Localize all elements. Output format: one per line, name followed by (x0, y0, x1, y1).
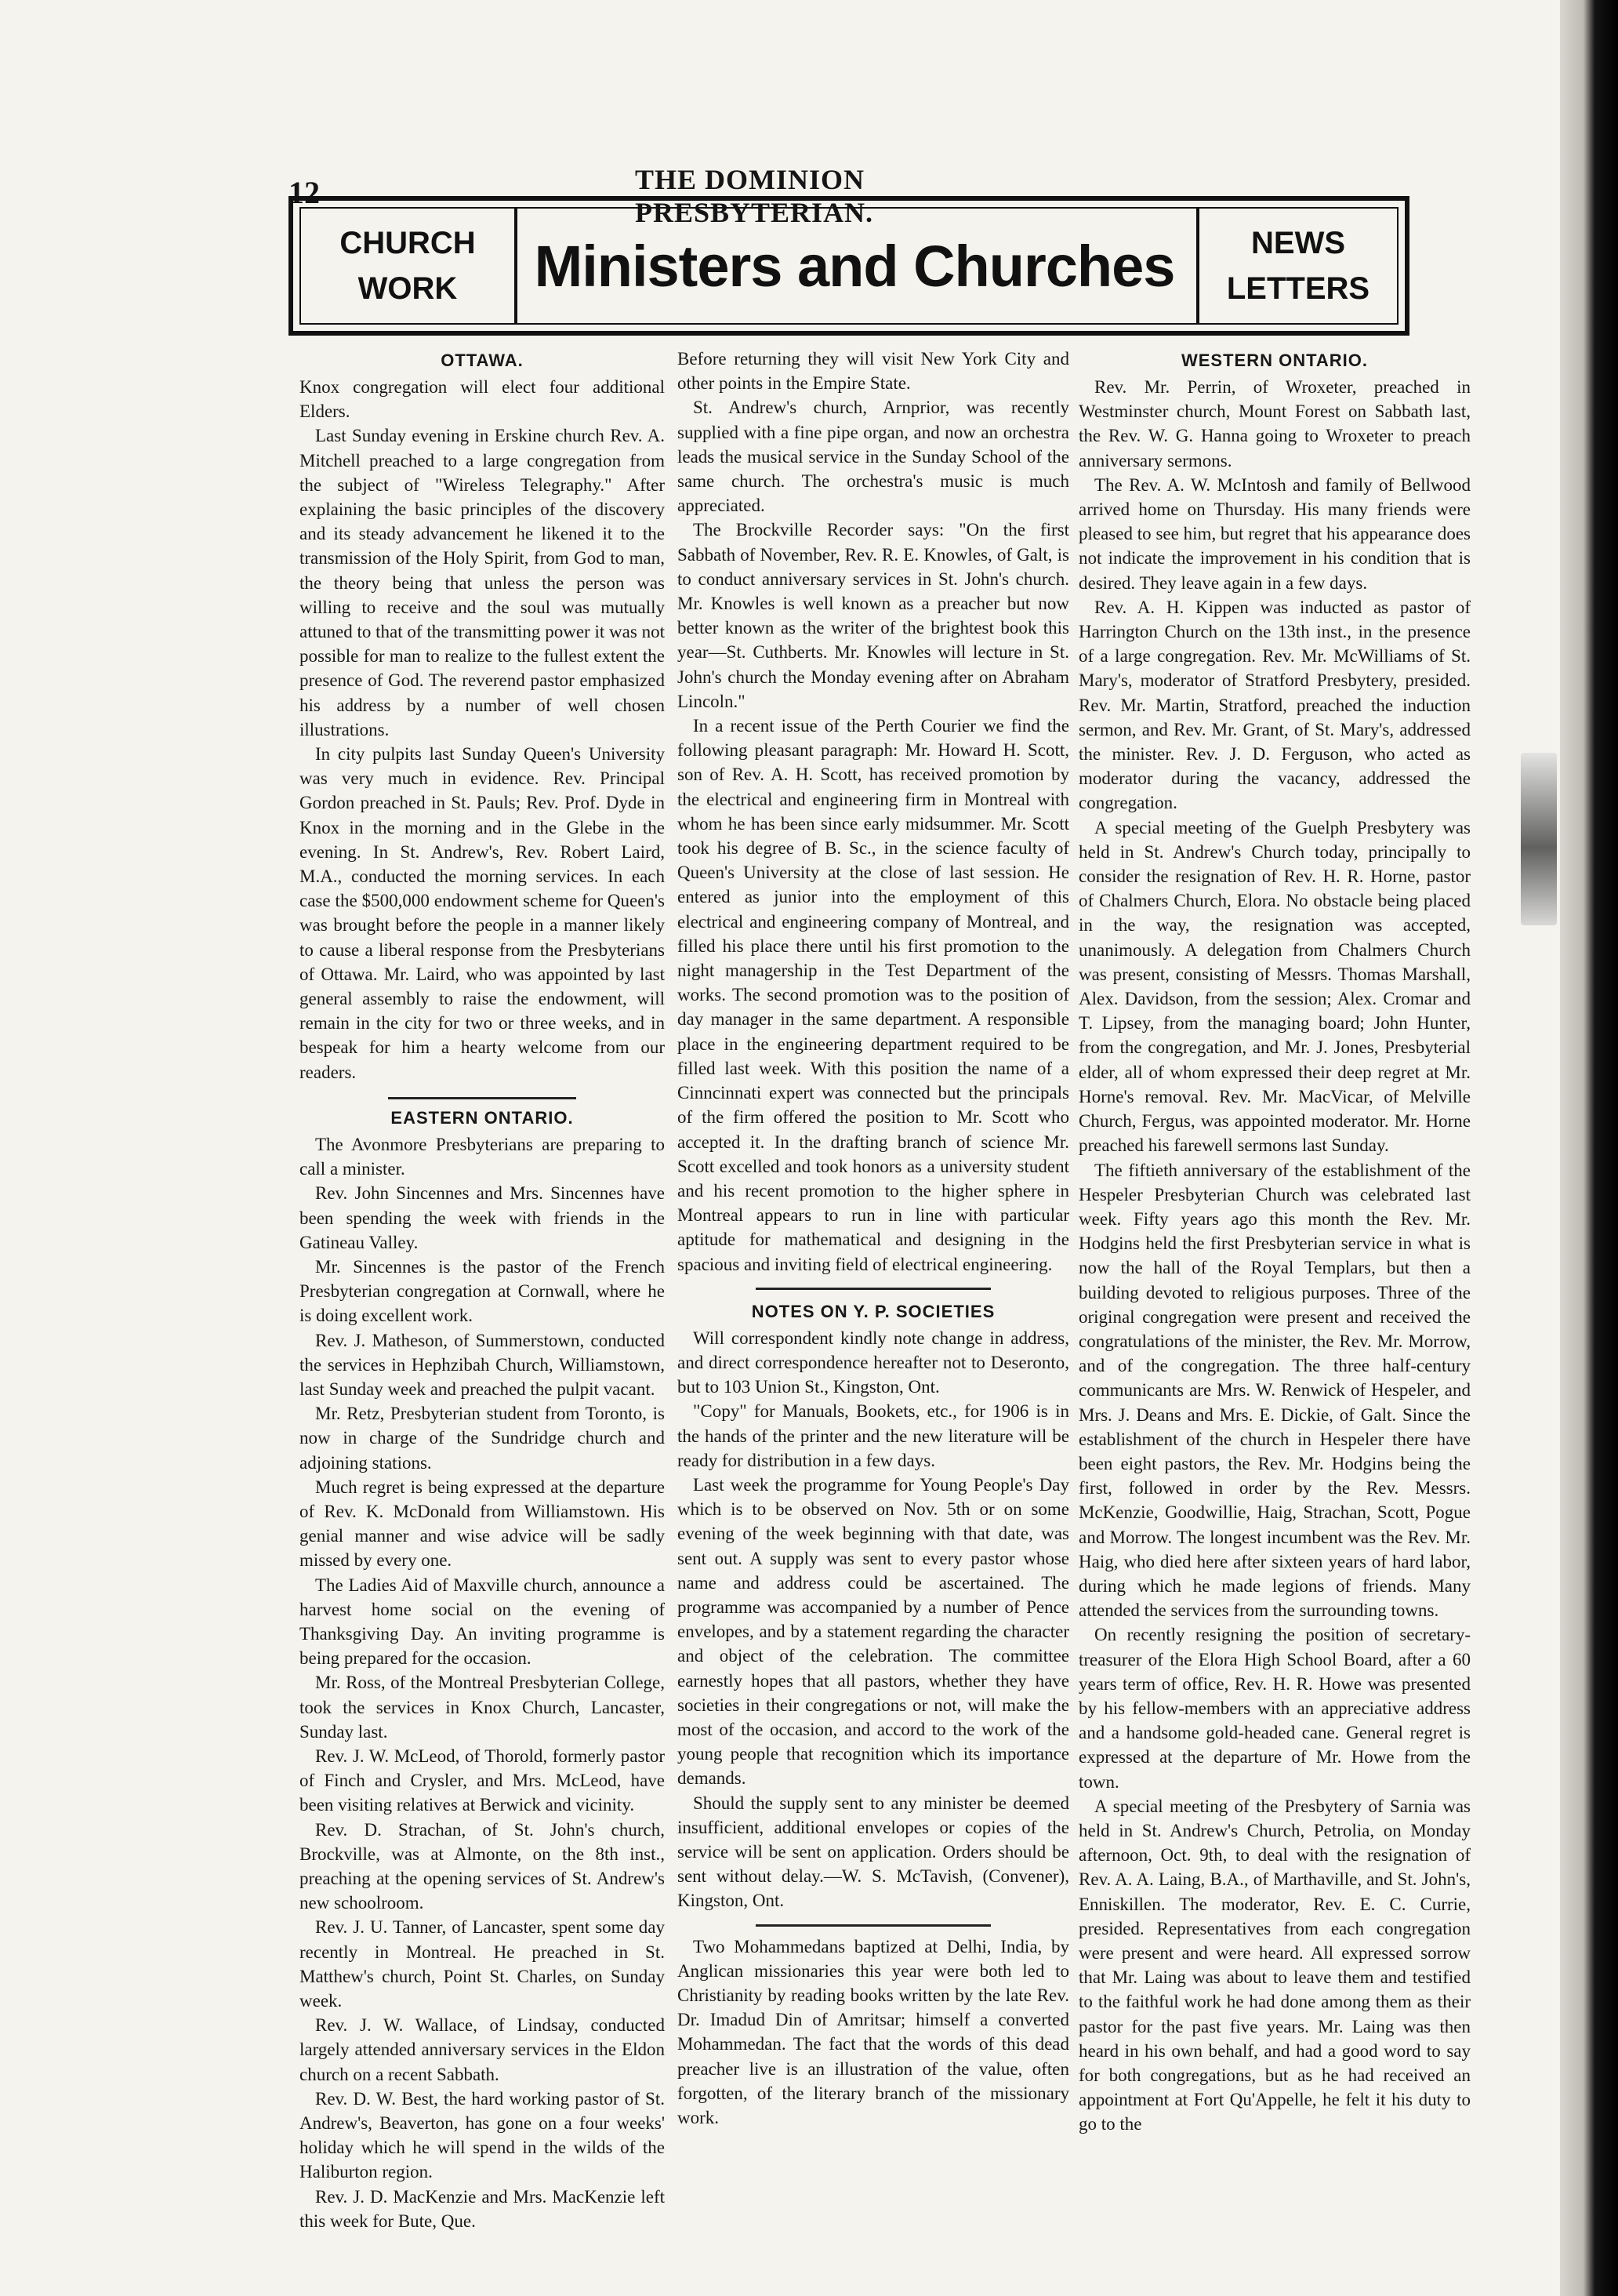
paragraph: Last Sunday evening in Erskine church Rev. A. Mitchell preached to a large congregation from the subject of "Wireless Telegraphy." After explaining the basic principles of the discovery and its steady advancement he likened it to the transmission of the Holy Spirit, from God to man, the theory being that unless the person was willing to receive and the soul was mutually attuned to that of the transmitting power it was not possible for man to realize to the fullest extent the presence of God. The reverend pastor emphasized his address by a number of well chosen illustrations. (299, 426, 665, 739)
paragraph: In city pulpits last Sunday Queen's University was very much in evidence. Rev. Principal Gordon preached in St. Pauls; Rev. Prof. Dyde in Knox in the morning and in the Glebe in the evening. In St. Andrew's, Rev. Robert Laird, M.A., conducted the morning services. In each case the $500,000 endowment scheme for Queen's was brought before the people in a manner likely to cause a liberal response from the Presbyterians of Ottawa. Mr. Laird, who was appointed by last general assembly to raise the endowment, will remain in the city for two or three weeks, and in bespeak for him a hearty welcome from our readers. (299, 744, 665, 1082)
paragraph: St. Andrew's church, Arnprior, was recently supplied with a fine pipe organ, and now an orchestra leads the musical service in the Sunday School of the same church. The orchestra's music is much appreciated. (677, 398, 1069, 516)
paragraph: Mr. Retz, Presbyterian student from Toronto, is now in charge of the Sundridge church and adjoining stations. (299, 1404, 665, 1473)
paragraph: "Copy" for Manuals, Bookets, etc., for 1906 is in the hands of the printer and the new literature will be ready for distribution in a few days. (677, 1401, 1069, 1470)
paragraph: In a recent issue of the Perth Courier we find the following pleasant paragraph: Mr. Howard H. Scott, son of Rev. A. H. Scott, has received promotion by the electrical and engineering firm in Montreal with whom he has been since early midsummer. Mr. Scott took his degree of B. Sc., in the science faculty of Queen's University at the close of last session. He entered as junior into the employment of this electrical and engineering company of Montreal, and filled his place there until his first promotion to the night managership in the Test Department of the works. The second promotion was to the position of day manager in the same department. A responsible place in the engineering department required to be filled last week. With this position the name of a Cinncinnati expert was connected but the principals of the firm offered the position to Mr. Scott who accepted it. In the drafting branch of science Mr. Scott excelled and took honors as a university student and his recent promotion to the higher sphere in Montreal appears to run in line with particular aptitude for mathematical and designing in the spacious and inviting field of electrical engineering. (677, 716, 1069, 1274)
paragraph: Rev. J. U. Tanner, of Lancaster, spent some day recently in Montreal. He preached in St. Matthew's church, Point St. Charles, on Sunday week. (299, 1917, 665, 2011)
paragraph: Will correspondent kindly note change in address, and direct correspondence hereafter not to Deseronto, but to 103 Union St., Kingston, Ont. (677, 1328, 1069, 1397)
paragraph: Before returning they will visit New York City and other points in the Empire State. (677, 349, 1069, 394)
paragraph: Knox congregation will elect four additional Elders. (299, 377, 665, 422)
page-edge-tear (1521, 753, 1557, 925)
paragraph: The Rev. A. W. McIntosh and family of Bellwood arrived home on Thursday. His many friends were pleased to see him, but regret that his appearance does not indicate the improvement in his condition that is desired. They leave again in a few days. (1079, 474, 1471, 593)
paragraph: Rev. J. D. MacKenzie and Mrs. MacKenzie left this week for Bute, Que. (299, 2186, 665, 2231)
paragraph: Rev. J. W. Wallace, of Lindsay, conducted largely attended anniversary services in the Eldon church on a recent Sabbath. (299, 2015, 665, 2084)
running-title: THE DOMINION PRESBYTERIAN. (635, 164, 874, 228)
paragraph: Rev. D. Strachan, of St. John's church, Brockville, was at Almonte, on the 8th inst., preaching at the opening services of St. Andrew's new schoolroom. (299, 1819, 665, 1913)
section-heading-ottawa: OTTAWA. (441, 351, 524, 370)
banner-right-line1: NEWS (1251, 226, 1345, 260)
paragraph: Rev. A. H. Kippen was inducted as pastor of Harrington Church on the 13th inst., in the presence of a large congregation. Rev. Mr. McWilliams of St. Mary's, moderator of Stratford Presbytery, presided. Rev. Mr. Martin, Stratford, preached the induction sermon, and Rev. Mr. Grant, of St. Mary's, addressed the minister. Rev. J. D. Ferguson, who acted as moderator during the vacancy, addressed the congregation. (1079, 597, 1471, 813)
column-1 (299, 347, 665, 2233)
section-banner (288, 196, 1409, 336)
paragraph: A special meeting of the Presbytery of Sarnia was held in St. Andrew's Church, Petrolia, on Monday afternoon, Oct. 9th, to deal with the resignation of Rev. A. A. Laing, B.A., of Marthaville, and St. John's, Enniskillen. The moderator, Rev. E. C. Currie, presided. Representatives from each congregation were present and were heard. All expressed sorrow that Mr. Laing was about to leave them and testified to the faithful work he had done among them as their pastor for the past five years. Mr. Laing was then heard in his own behalf, and had a good word to say for both congregations, but as he had received an appointment at Fort Qu'Appelle, he felt it his duty to go to the (1079, 1796, 1471, 2134)
section-divider (756, 1288, 991, 1290)
binding-edge (1560, 0, 1618, 2296)
paragraph: The Ladies Aid of Maxville church, announce a harvest home social on the evening of Thanksgiving Day. An inviting programme is being prepared for the occasion. (299, 1575, 665, 1669)
paragraph: Rev. J. Matheson, of Summerstown, conducted the services in Hephzibah Church, Williamstown, last Sunday week and preached the pulpit vacant. (299, 1330, 665, 1399)
paragraph: Should the supply sent to any minister be deemed insufficient, additional envelopes or copies of the service will be sent on application. Orders should be sent without delay.—W. S. McTavish, (Convener), Kingston, Ont. (677, 1793, 1069, 1911)
banner-left-label (301, 209, 517, 323)
section-divider (756, 1924, 991, 1927)
section-divider (388, 1097, 576, 1099)
banner-title: Ministers and Churches (534, 233, 1175, 299)
paragraph: Mr. Sincennes is the pastor of the French Presbyterian congregation at Cornwall, where he is doing excellent work. (299, 1256, 665, 1326)
banner-right-label (1196, 209, 1397, 323)
paragraph: On recently resigning the position of secretary-treasurer of the Elora High School Board, after a 60 years term of office, Rev. H. R. Howe was presented by his fellow-members with an appreciative address and a handsome gold-headed cane. General regret is expressed at the departure of Mr. Howe from the town. (1079, 1625, 1471, 1792)
paragraph: Rev. Mr. Perrin, of Wroxeter, preached in Westminster church, Mount Forest on Sabbath last, the Rev. W. G. Hanna going to Wroxeter to preach anniversary sermons. (1079, 377, 1471, 470)
banner-left-line2: WORK (357, 271, 458, 306)
banner-inner-frame (299, 207, 1399, 325)
section-heading-yp-societies: NOTES ON Y. P. SOCIETIES (751, 1301, 996, 1321)
paragraph: Rev. John Sincennes and Mrs. Sincennes have been spending the week with friends in the Gatineau Valley. (299, 1183, 665, 1252)
column-2 (677, 347, 1069, 2130)
paragraph: The Brockville Recorder says: "On the first Sabbath of November, Rev. R. E. Knowles, of Galt, is to conduct anniversary services in St. John's church. Mr. Knowles is well known as a preacher but now better known as the writer of the brightest book this year—St. Cuthberts. Mr. Knowles will lecture in St. John's church the Monday evening after on Abraham Lincoln." (677, 520, 1069, 711)
column-3 (1079, 347, 1471, 2137)
page-number: 12 (288, 175, 320, 210)
banner-left-line1: CHURCH (339, 226, 476, 260)
paragraph: Much regret is being expressed at the departure of Rev. K. McDonald from Williamstown. His genial manner and wise advice will be sadly missed by every one. (299, 1477, 665, 1571)
section-heading-western-ontario: WESTERN ONTARIO. (1181, 351, 1369, 370)
paragraph: Two Mohammedans baptized at Delhi, India, by Anglican missionaries this year were both led to Christianity by reading books written by the late Rev. Dr. Imadud Din of Amritsar; himself a converted Mohammedan. The fact that the words of this dead preacher live is an illustration of the value, often forgotten, of the literary branch of the missionary work. (677, 1936, 1069, 2128)
paragraph: Rev. D. W. Best, the hard working pastor of St. Andrew's, Beaverton, has gone on a four weeks' holiday which he will spend in the wilds of the Haliburton region. (299, 2088, 665, 2182)
paragraph: The Avonmore Presbyterians are preparing to call a minister. (299, 1134, 665, 1179)
paragraph: A special meeting of the Guelph Presbytery was held in St. Andrew's Church today, principally to consider the resignation of Rev. H. R. Horne, pastor of Chalmers Church, Elora. No obstacle being placed in the way, the resignation was accepted, unanimously. A delegation from Chalmers Church was present, consisting of Messrs. Thomas Marshall, Alex. Davidson, from the session; Alex. Cromar and T. Lipsey, from the managing board; John Hunter, from the congregation, and Mr. J. Jones, Presbyterial elder, all of whom expressed their deep regret at Mr. Horne's removal. Rev. Mr. MacVicar, of Melville Church, Fergus, was appointed moderator. Mr. Horne preached his farewell sermons last Sunday. (1079, 817, 1471, 1156)
paragraph: Last week the programme for Young People's Day which is to be observed on Nov. 5th or on some evening of the week beginning with that date, was sent out. A supply was sent to every pastor whose name and address could be ascertained. The programme was accompanied by a number of Pence envelopes, and by a statement regarding the character and object of the celebration. The committee earnestly hopes that all pastors, whether they have societies in their congregations or not, will make the most of the occasion, and accord to the work of the young people that recognition which its importance demands. (677, 1474, 1069, 1789)
paragraph: Rev. J. W. McLeod, of Thorold, formerly pastor of Finch and Crysler, and Mrs. McLeod, have been visiting relatives at Berwick and vicinity. (299, 1746, 665, 1815)
paragraph: Mr. Ross, of the Montreal Presbyterian College, took the services in Knox Church, Lancaster, Sunday last. (299, 1673, 665, 1742)
section-heading-eastern-ontario: EASTERN ONTARIO. (390, 1107, 574, 1128)
paragraph: The fiftieth anniversary of the establishment of the Hespeler Presbyterian Church was celebrated last week. Fifty years ago this month the Rev. Mr. Hodgins held the first Presbyterian service in what is now the hall of the Royal Templars, but then a building devoted to religious purposes. Three of the original congregation were present and received the congratulations of the minister, the Rev. Mr. Morrow, and of the congregation. The three half-century communicants are Mrs. W. Renwick of Hespeler, and Mrs. J. Deans and Mrs. E. Dickie, of Galt. Since the establishment of the church in Hespeler there have been eight pastors, the Rev. Mr. Hodgins being the first, followed in order by the Rev. Messrs. McKenzie, Goodwillie, Haig, Strachan, Scott, Pogue and Morrow. The longest incumbent was the Rev. Mr. Haig, who died here after sixteen years of hard labor, during which he made legions of friends. Many attended the services from the surrounding towns. (1079, 1160, 1471, 1621)
banner-right-line2: LETTERS (1226, 271, 1370, 306)
